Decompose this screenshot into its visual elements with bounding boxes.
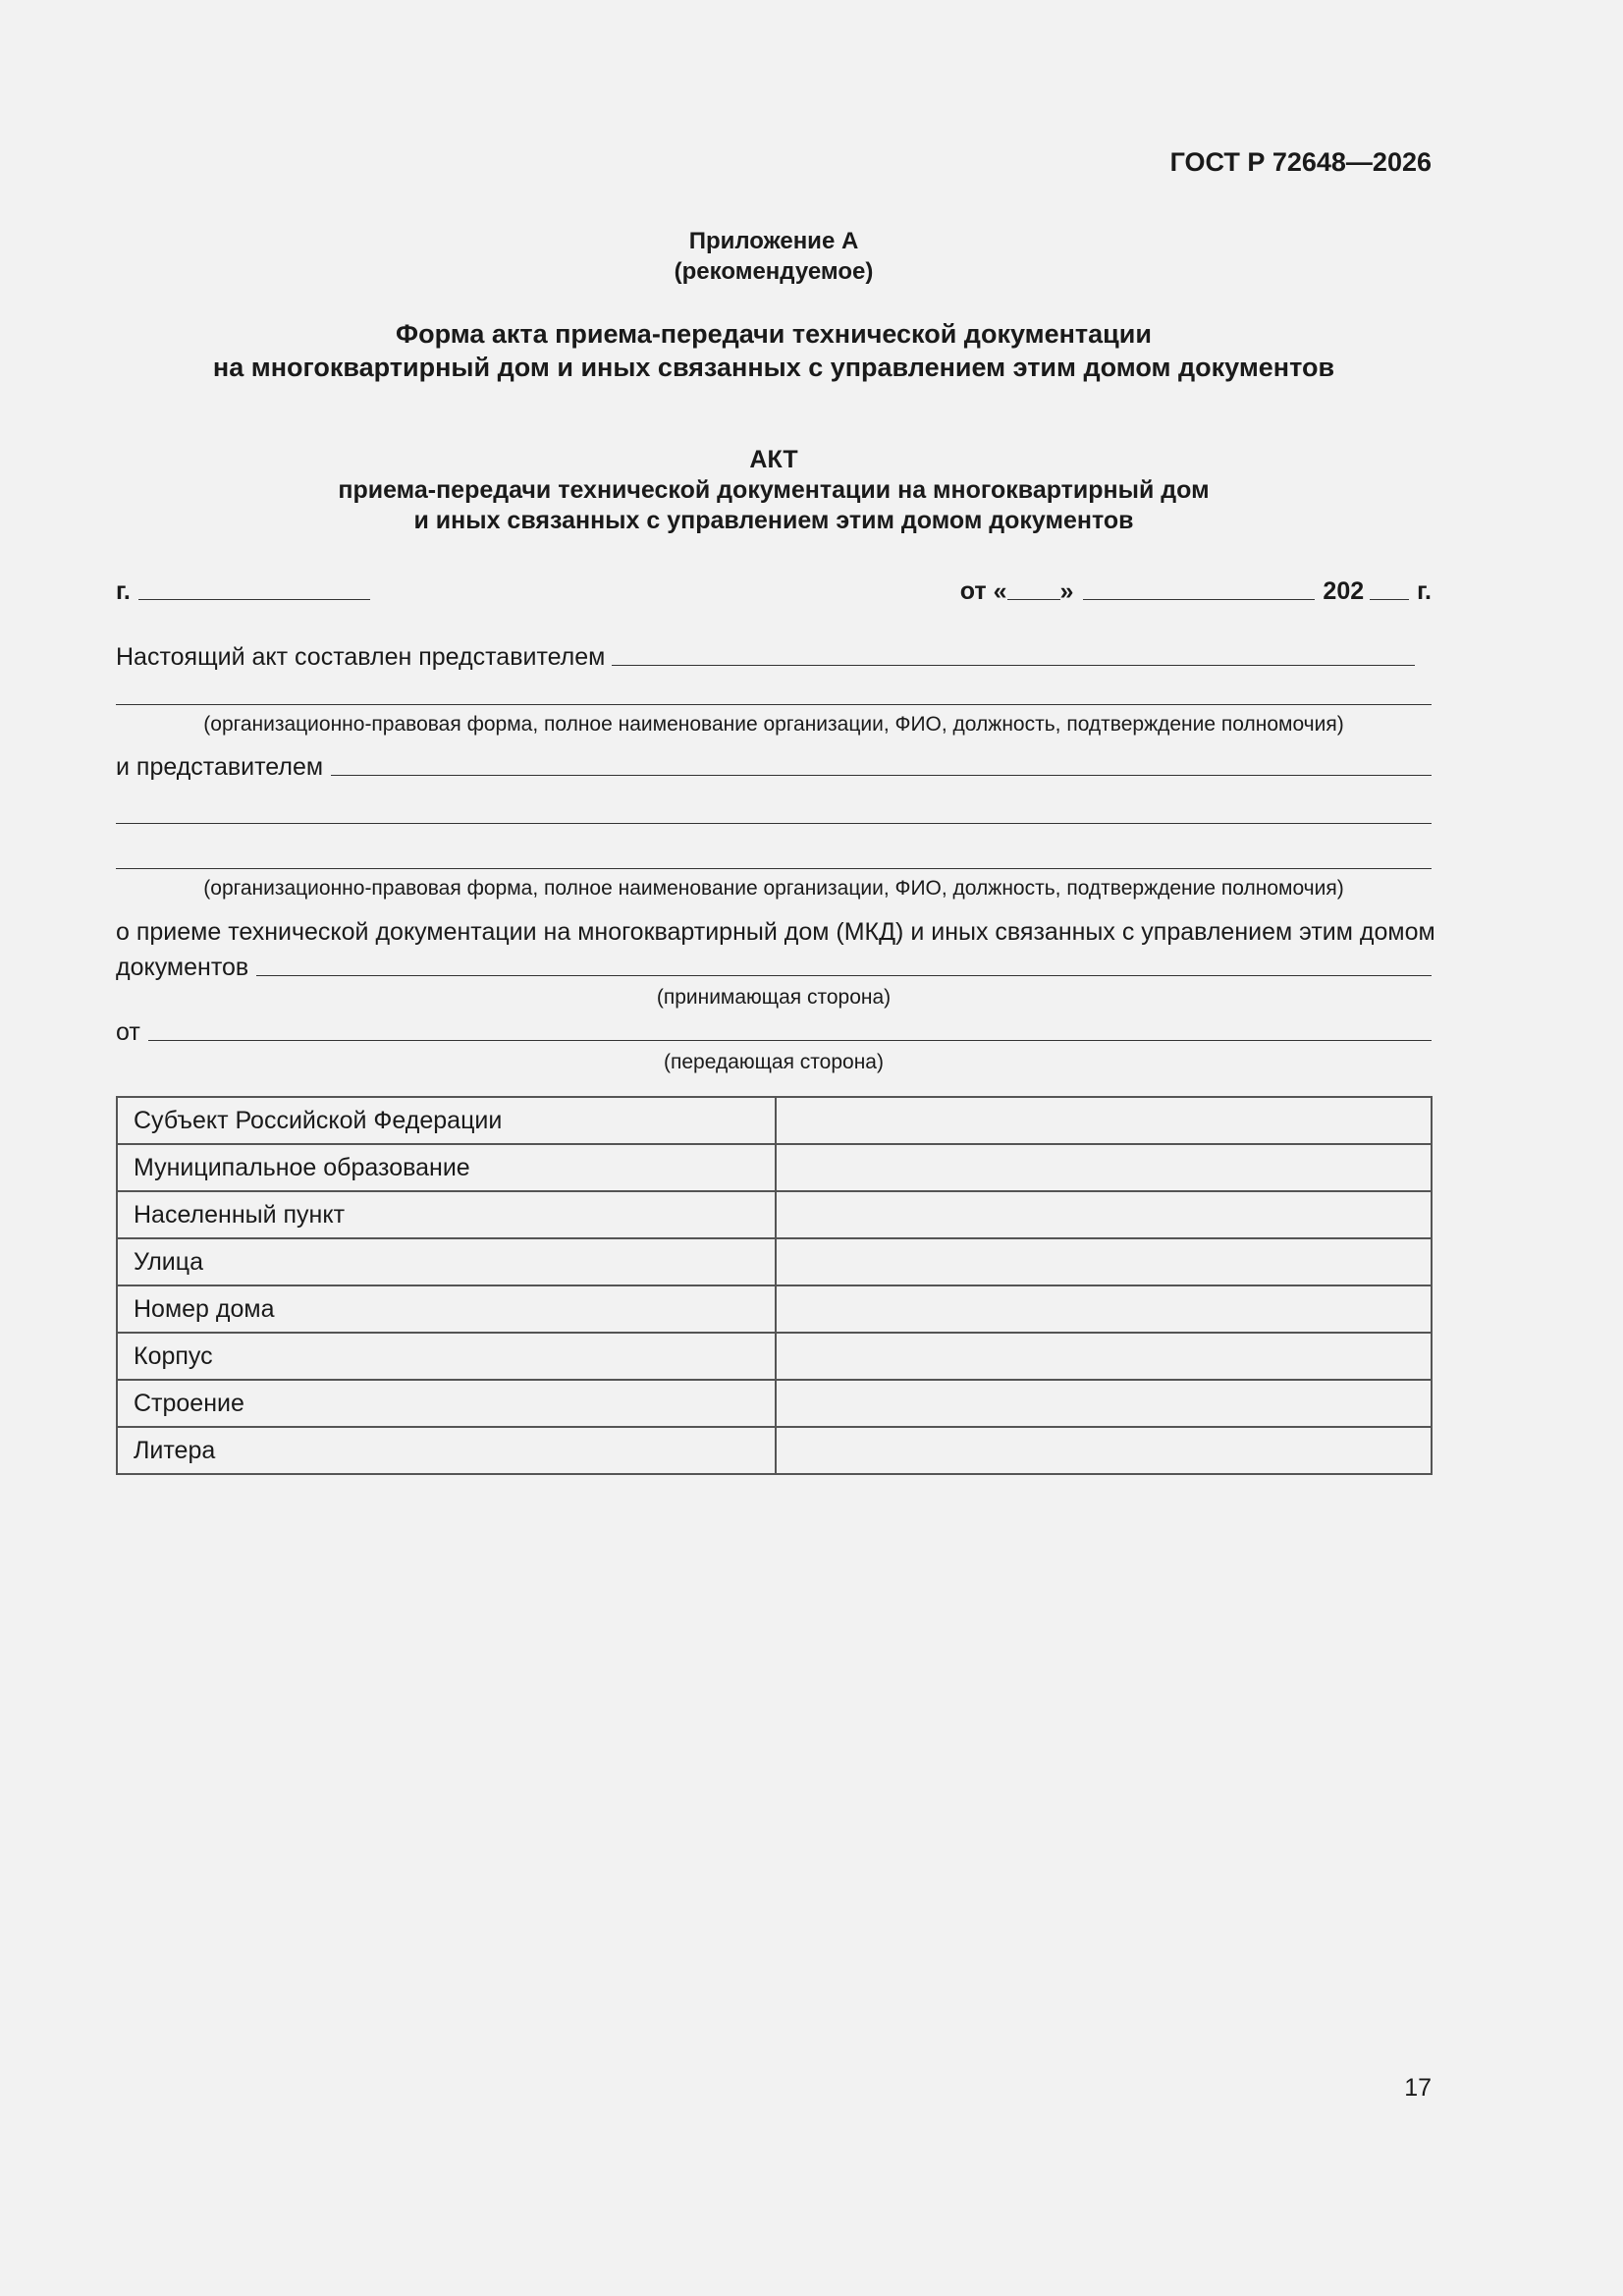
table-row	[117, 1097, 1432, 1144]
table-row-value[interactable]	[776, 1238, 1432, 1285]
about-line-2: документов	[116, 954, 249, 981]
act-title-line2: приема-передачи технической документации на многоквартирный дом	[338, 476, 1210, 504]
appendix-status: (рекомендуемое)	[674, 258, 874, 285]
transferring-party-field[interactable]	[148, 1039, 1432, 1041]
act-title-line3: и иных связанных с управлением этим домом документов	[413, 507, 1134, 534]
and-representative-label: и представителем	[116, 753, 324, 781]
table-row-label: Улица	[117, 1238, 776, 1285]
table-row-value[interactable]	[776, 1097, 1432, 1144]
appendix-title: Приложение А	[688, 228, 859, 254]
composed-by-label: Настоящий акт составлен представителем	[116, 643, 606, 671]
day-field[interactable]	[1007, 598, 1060, 600]
place-date-row	[116, 577, 1432, 606]
from-label: от	[116, 1018, 140, 1046]
org-caption-1: (организационно-правовая форма, полное наименование организации, ФИО, должность, подтверждение полномочия)	[203, 713, 1344, 736]
form-title-line2: на многоквартирный дом и иных связанных с управлением этим домом документов	[212, 353, 1335, 382]
transferring-caption: (передающая сторона)	[664, 1051, 884, 1073]
representative-2-line-3[interactable]	[116, 868, 1432, 869]
act-title-line1: АКТ	[749, 446, 798, 473]
table-row	[117, 1285, 1432, 1333]
receiving-party-field[interactable]	[256, 974, 1432, 976]
address-table	[116, 1096, 1433, 1475]
representative-2-field[interactable]	[331, 774, 1432, 776]
city-field[interactable]	[138, 598, 370, 600]
table-row-value[interactable]	[776, 1285, 1432, 1333]
table-row-label: Литера	[117, 1427, 776, 1474]
table-row	[117, 1333, 1432, 1380]
table-row-value[interactable]	[776, 1333, 1432, 1380]
about-row-1	[116, 918, 1435, 947]
date-prefix: от «	[959, 577, 1007, 605]
and-representative-row	[116, 753, 1432, 782]
org-caption-2: (организационно-правовая форма, полное наименование организации, ФИО, должность, подтверждение полномочия)	[203, 877, 1344, 900]
table-row	[117, 1380, 1432, 1427]
table-row-label: Номер дома	[117, 1285, 776, 1333]
form-title-line1: Форма акта приема-передачи технической документации	[396, 319, 1152, 349]
city-prefix: г.	[116, 577, 131, 605]
table-row-value[interactable]	[776, 1144, 1432, 1191]
from-row	[116, 1018, 1432, 1047]
representative-2-line-2[interactable]	[116, 823, 1432, 824]
document-code: ГОСТ Р 72648—2026	[1169, 147, 1432, 177]
table-row	[117, 1427, 1432, 1474]
year-field[interactable]	[1370, 598, 1409, 600]
table-row-label: Муниципальное образование	[117, 1144, 776, 1191]
date-mid: »	[1059, 577, 1074, 605]
table-row-label: Строение	[117, 1380, 776, 1427]
table-row	[117, 1238, 1432, 1285]
table-row-value[interactable]	[776, 1380, 1432, 1427]
year-suffix: г.	[1417, 577, 1432, 605]
year-prefix: 202	[1323, 577, 1365, 605]
representative-1-field[interactable]	[612, 664, 1415, 666]
table-row-value[interactable]	[776, 1191, 1432, 1238]
table-row-value[interactable]	[776, 1427, 1432, 1474]
receiving-caption: (принимающая сторона)	[656, 986, 892, 1009]
table-row	[117, 1144, 1432, 1191]
about-line-1: о приеме технической документации на многоквартирный дом (МКД) и иных связанных с управлением этим домом	[116, 918, 1435, 946]
table-row	[117, 1191, 1432, 1238]
form-title	[116, 317, 1432, 384]
about-row-2	[116, 954, 1432, 982]
table-row-label: Корпус	[117, 1333, 776, 1380]
month-field[interactable]	[1083, 598, 1315, 600]
act-title	[116, 445, 1432, 536]
table-row-label: Субъект Российской Федерации	[117, 1097, 776, 1144]
representative-1-line-2[interactable]	[116, 704, 1432, 705]
page-number: 17	[1404, 2074, 1432, 2102]
appendix-heading	[116, 226, 1432, 287]
table-row-label: Населенный пункт	[117, 1191, 776, 1238]
composed-by-row	[116, 643, 1432, 672]
